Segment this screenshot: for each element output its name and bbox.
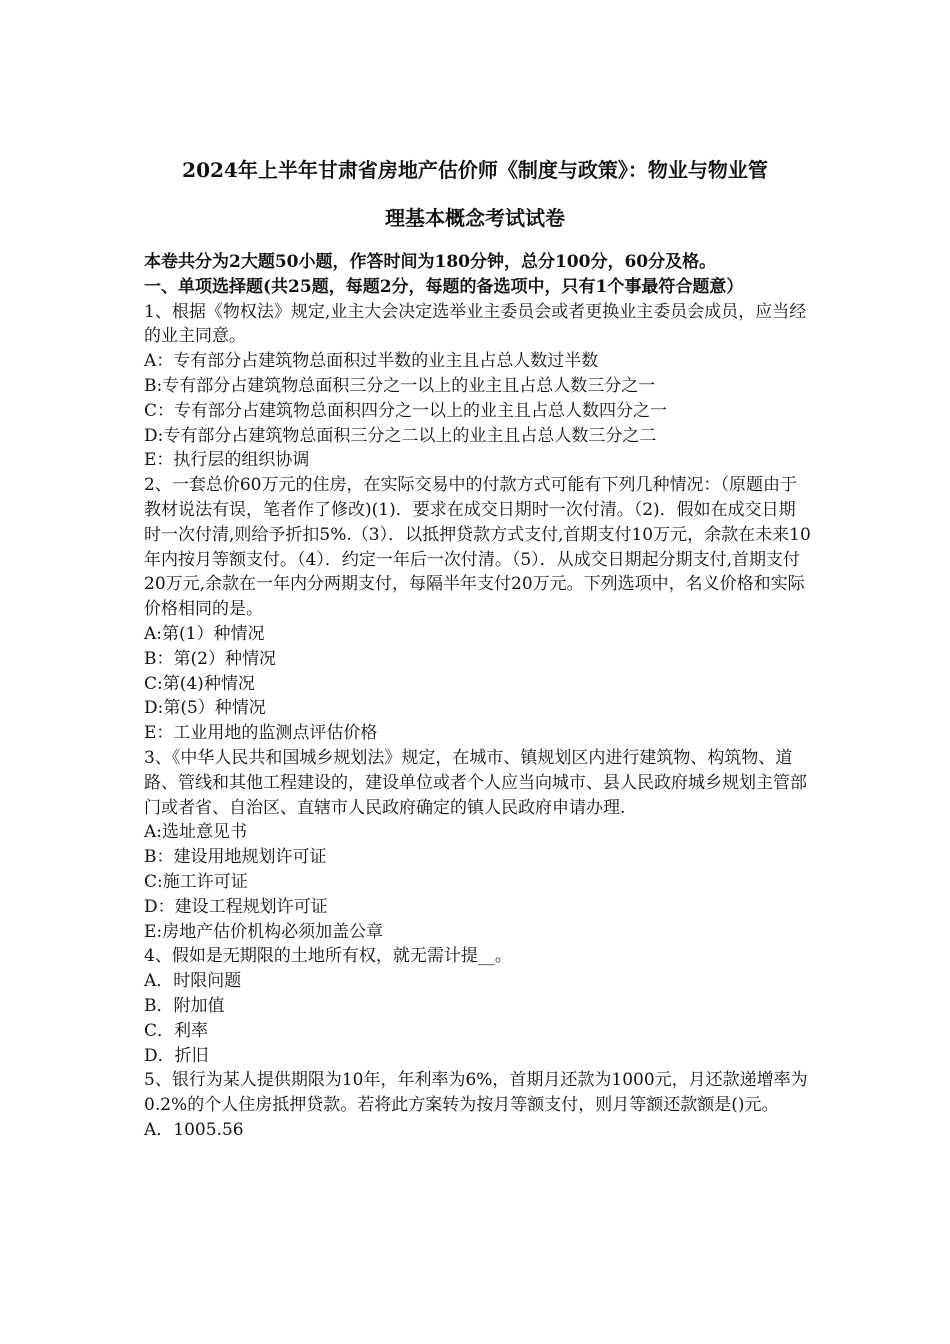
question-option: A．时限问题 <box>144 971 242 992</box>
question-option: B．附加值 <box>144 995 225 1016</box>
question-option: C:施工许可证 <box>144 871 248 892</box>
question-option: D．折旧 <box>144 1045 209 1066</box>
question-option: B：第(2）种情况 <box>144 648 276 669</box>
question-option: C．利率 <box>144 1020 209 1041</box>
question-option: B：建设用地规划许可证 <box>144 847 327 868</box>
exam-intro: 本卷共分为2大题50小题，作答时间为180分钟，总分100分，60分及格。 <box>144 252 717 272</box>
question-option: E：工业用地的监测点评估价格 <box>144 723 378 744</box>
question-option: D:第(5）种情况 <box>144 698 266 719</box>
question-stem: 5、银行为某人提供期限为10年，年利率为6%，首期月还款为1000元，月还款递增率为0.2%的个人住房抵押贷款。若将此方案转为按月等额支付，则月等额还款额是()元。 <box>144 1070 808 1116</box>
question-option: B:专有部分占建筑物总面积三分之一以上的业主且占总人数三分之一 <box>144 375 656 396</box>
question-stem: 1、根据《物权法》规定,业主大会决定选举业主委员会或者更换业主委员会成员，应当经的业主同意。 <box>144 301 807 347</box>
question-option: E：执行层的组织协调 <box>144 450 310 471</box>
question-option: A．1005.56 <box>144 1119 244 1140</box>
question-option: C:第(4)种情况 <box>144 673 255 694</box>
question-option: E:房地产估价机构必须加盖公章 <box>144 921 384 942</box>
question-stem: 2、一套总价60万元的住房，在实际交易中的付款方式可能有下列几种情况：（原题由于教材说法有误，笔者作了修改)(1)．要求在成交日期时一次付清。（2)．假如在成交日期时一次付清,则给予折扣5%.（3）．以抵押贷款方式支付,首期支付10万元，余款在未来10年内按月等额支付。（4）．约定一年后一次付清。（5）．从成交日期起分期支付,首期支付20万元,余款在一年内分两期支付，每隔半年支付20万元。下列选项中，名义价格和实际价格相同的是。 <box>144 475 811 620</box>
document-title-line1: 2024年上半年甘肃省房地产估价师《制度与政策》：物业与物业管 <box>182 158 768 182</box>
question-option: C：专有部分占建筑物总面积四分之一以上的业主且占总人数四分之一 <box>144 400 668 421</box>
section-heading: 一、单项选择题(共25题，每题2分，每题的备选项中，只有1个事最符合题意） <box>144 276 744 297</box>
question-option: A:第(1）种情况 <box>144 623 265 644</box>
document-title-line2: 理基本概念考试试卷 <box>385 206 565 230</box>
question-option: D:专有部分占建筑物总面积三分之二以上的业主且占总人数三分之二 <box>144 425 657 446</box>
question-option: D：建设工程规划许可证 <box>144 896 328 917</box>
question-stem: 4、假如是无期限的土地所有权，就无需计提__。 <box>144 946 512 967</box>
question-stem: 3、《中华人民共和国城乡规划法》规定，在城市、镇规划区内进行建筑物、构筑物、道路、管线和其他工程建设的，建设单位或者个人应当向城市、县人民政府城乡规划主管部门或者省、自治区、直辖市人民政府确定的镇人民政府申请办理. <box>144 747 807 818</box>
question-option: A：专有部分占建筑物总面积过半数的业主且占总人数过半数 <box>144 351 599 372</box>
document-body <box>144 250 812 1143</box>
question-option: A:选址意见书 <box>144 822 248 843</box>
